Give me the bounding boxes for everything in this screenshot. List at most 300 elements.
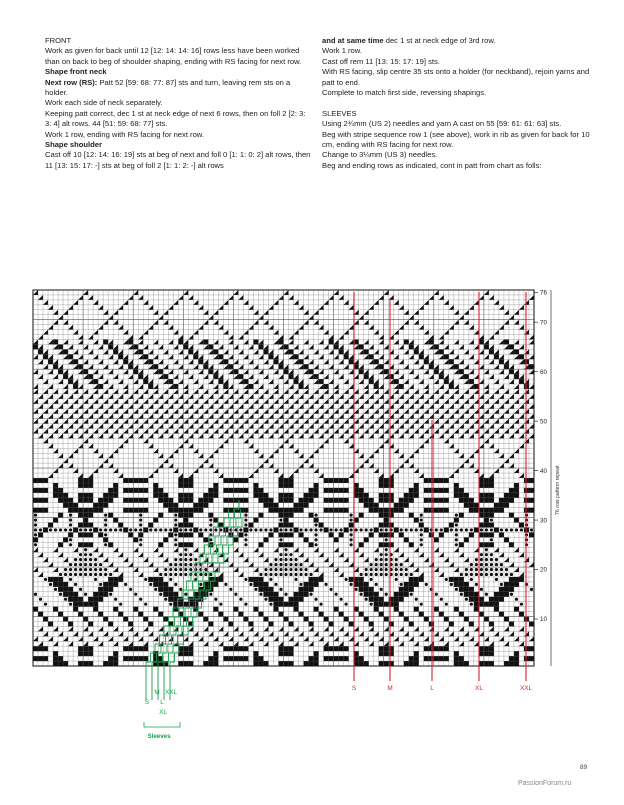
chart-dot <box>174 538 177 541</box>
chart-dot <box>400 528 403 531</box>
chart-cell <box>48 359 53 364</box>
chart-cell <box>344 508 349 513</box>
chart-dot <box>279 558 282 561</box>
chart-cell <box>183 532 188 537</box>
chart-dot <box>385 538 388 541</box>
chart-dot <box>259 573 262 576</box>
chart-dot <box>485 548 488 551</box>
chart-cell <box>108 661 113 666</box>
chart-cell <box>38 508 43 513</box>
chart-cell <box>108 582 113 587</box>
chart-cell <box>238 532 243 537</box>
shape-front-neck-heading: Shape front neck <box>45 67 107 77</box>
chart-cell <box>228 621 233 626</box>
chart-cell <box>529 532 534 537</box>
chart-cell <box>479 602 484 607</box>
chart-cell <box>253 518 258 523</box>
chart-cell <box>404 617 409 622</box>
chart-dot <box>184 548 187 551</box>
chart-cell <box>304 592 309 597</box>
chart-dot <box>149 528 152 531</box>
chart-cell <box>284 508 289 513</box>
chart-cell <box>509 493 514 498</box>
chart-dot <box>294 578 297 581</box>
chart-dot <box>475 563 478 566</box>
chart-cell <box>449 523 454 528</box>
chart-dot <box>219 603 222 606</box>
chart-dot <box>249 583 252 586</box>
chart-dot <box>189 553 192 556</box>
chart-dot <box>335 593 338 596</box>
chart-cell <box>444 379 449 384</box>
chart-cell <box>489 483 494 488</box>
chart-cell <box>278 478 283 483</box>
chart-dot <box>34 533 37 536</box>
chart-cell <box>273 592 278 597</box>
chart-cell <box>83 483 88 488</box>
chart-dot <box>420 528 423 531</box>
chart-cell <box>38 498 43 503</box>
chart-cell <box>133 369 138 374</box>
chart-cell <box>48 523 53 528</box>
chart-dot <box>264 598 267 601</box>
chart-dot <box>244 538 247 541</box>
chart-dot <box>289 528 292 531</box>
chart-cell <box>68 621 73 626</box>
chart-cell <box>123 498 128 503</box>
chart-cell <box>53 661 58 666</box>
chart-cell <box>294 527 299 532</box>
chart-dot <box>520 603 523 606</box>
chart-cell <box>168 597 173 602</box>
chart-cell <box>334 607 339 612</box>
chart-cell <box>53 364 58 369</box>
chart-cell <box>138 656 143 661</box>
chart-cell <box>449 577 454 582</box>
chart-cell <box>278 602 283 607</box>
chart-cell <box>88 498 93 503</box>
chart-cell <box>98 384 103 389</box>
chart-cell <box>258 656 263 661</box>
chart-cell <box>278 493 283 498</box>
chart-dot <box>164 573 167 576</box>
chart-cell <box>183 513 188 518</box>
chart-dot <box>204 528 207 531</box>
chart-dot <box>400 583 403 586</box>
chart-cell <box>359 493 364 498</box>
chart-cell <box>143 646 148 651</box>
row-number: 20 <box>540 566 547 574</box>
chart-dot <box>435 528 438 531</box>
chart-cell <box>364 537 369 542</box>
chart-dot <box>274 563 277 566</box>
chart-dot <box>64 568 67 571</box>
chart-cell <box>424 359 429 364</box>
chart-cell <box>504 592 509 597</box>
chart-cell <box>53 582 58 587</box>
chart-dot <box>370 568 373 571</box>
chart-cell <box>203 617 208 622</box>
chart-dot <box>199 573 202 576</box>
chart-dot <box>229 588 232 591</box>
chart-cell <box>299 597 304 602</box>
chart-cell <box>459 493 464 498</box>
chart-cell <box>43 478 48 483</box>
chart-cell <box>83 493 88 498</box>
chart-cell <box>233 607 238 612</box>
chart-dot <box>395 578 398 581</box>
chart-cell <box>379 597 384 602</box>
chart-dot <box>104 528 107 531</box>
chart-cell <box>289 532 294 537</box>
chart-cell <box>263 582 268 587</box>
chart-cell <box>278 542 283 547</box>
chart-cell <box>253 339 258 344</box>
right-line-3: With RS facing, slip centre 35 sts onto a holder (for neckband), rejoin yarns and patt to end. <box>322 67 590 87</box>
chart-cell <box>188 646 193 651</box>
chart-dot <box>470 603 473 606</box>
chart-cell <box>233 478 238 483</box>
chart-cell <box>509 621 514 626</box>
row-number: 70 <box>540 319 547 327</box>
chart-dot <box>470 528 473 531</box>
chart-cell <box>454 651 459 656</box>
chart-cell <box>88 508 93 513</box>
chart-cell <box>439 349 444 354</box>
chart-cell <box>469 498 474 503</box>
chart-dot <box>184 593 187 596</box>
chart-dot <box>500 573 503 576</box>
chart-cell <box>103 592 108 597</box>
chart-cell <box>98 587 103 592</box>
chart-cell <box>459 488 464 493</box>
chart-cell <box>379 602 384 607</box>
chart-cell <box>98 592 103 597</box>
chart-dot <box>239 528 242 531</box>
chart-cell <box>208 513 213 518</box>
chart-cell <box>53 577 58 582</box>
chart-cell <box>314 661 319 666</box>
chart-dot <box>380 588 383 591</box>
chart-dot <box>89 573 92 576</box>
chart-cell <box>294 602 299 607</box>
chart-cell <box>329 339 334 344</box>
chart-cell <box>449 359 454 364</box>
chart-cell <box>289 513 294 518</box>
chart-cell <box>108 656 113 661</box>
chart-cell <box>263 537 268 542</box>
chart-cell <box>364 617 369 622</box>
chart-cell <box>339 612 344 617</box>
chart-cell <box>489 661 494 666</box>
at-same-time-text: dec 1 st at neck edge of 3rd row. <box>383 36 496 45</box>
chart-cell <box>278 612 283 617</box>
chart-cell <box>93 597 98 602</box>
chart-cell <box>284 498 289 503</box>
chart-cell <box>464 498 469 503</box>
chart-cell <box>133 508 138 513</box>
chart-cell <box>434 488 439 493</box>
chart-dot <box>209 538 212 541</box>
chart-cell <box>98 498 103 503</box>
row-number: 50 <box>540 418 547 426</box>
chart-dot <box>500 563 503 566</box>
chart-dot <box>480 573 483 576</box>
chart-cell <box>258 612 263 617</box>
chart-cell <box>73 359 78 364</box>
chart-dot <box>470 578 473 581</box>
chart-cell <box>58 498 63 503</box>
chart-cell <box>258 587 263 592</box>
chart-cell <box>78 483 83 488</box>
chart-cell <box>183 542 188 547</box>
chart-cell <box>138 508 143 513</box>
chart-cell <box>103 498 108 503</box>
chart-cell <box>439 612 444 617</box>
chart-dot <box>450 583 453 586</box>
chart-cell <box>484 498 489 503</box>
chart-cell <box>464 587 469 592</box>
chart-cell <box>153 656 158 661</box>
chart-cell <box>213 349 218 354</box>
chart-cell <box>63 349 68 354</box>
chart-dot <box>129 528 132 531</box>
chart-cell <box>223 384 228 389</box>
chart-dot <box>385 568 388 571</box>
chart-cell <box>248 384 253 389</box>
chart-cell <box>509 344 514 349</box>
chart-dot <box>299 573 302 576</box>
chart-cell <box>304 587 309 592</box>
chart-cell <box>123 656 128 661</box>
chart-cell <box>233 488 238 493</box>
chart-cell <box>108 542 113 547</box>
chart-cell <box>188 493 193 498</box>
chart-cell <box>319 523 324 528</box>
chart-dot <box>99 563 102 566</box>
chart-cell <box>384 513 389 518</box>
chart-cell <box>133 607 138 612</box>
chart-cell <box>434 508 439 513</box>
chart-dot <box>159 528 162 531</box>
chart-cell <box>263 661 268 666</box>
chart-cell <box>359 577 364 582</box>
chart-cell <box>158 493 163 498</box>
chart-cell <box>404 587 409 592</box>
chart-cell <box>58 577 63 582</box>
chart-cell <box>379 532 384 537</box>
chart-cell <box>168 498 173 503</box>
chart-cell <box>419 577 424 582</box>
chart-cell <box>359 488 364 493</box>
chart-cell <box>98 532 103 537</box>
chart-cell <box>278 508 283 513</box>
chart-dot <box>370 578 373 581</box>
chart-cell <box>519 577 524 582</box>
chart-cell <box>73 597 78 602</box>
chart-cell <box>208 369 213 374</box>
chart-cell <box>474 527 479 532</box>
chart-cell <box>43 527 48 532</box>
chart-cell <box>213 483 218 488</box>
chart-dot <box>184 573 187 576</box>
chart-dot <box>159 573 162 576</box>
chart-dot <box>455 523 458 526</box>
chart-cell <box>233 498 238 503</box>
chart-dot <box>350 583 353 586</box>
chart-cell <box>273 527 278 532</box>
chart-cell <box>123 527 128 532</box>
chart-cell <box>78 498 83 503</box>
chart-dot <box>475 558 478 561</box>
chart-cell <box>384 617 389 622</box>
chart-dot <box>490 568 493 571</box>
chart-cell <box>253 488 258 493</box>
chart-dot <box>89 558 92 561</box>
chart-cell <box>108 493 113 498</box>
chart-cell <box>434 537 439 542</box>
chart-cell <box>168 379 173 384</box>
chart-cell <box>78 364 83 369</box>
chart-cell <box>289 483 294 488</box>
chart-cell <box>394 527 399 532</box>
chart-cell <box>299 503 304 508</box>
chart-cell <box>499 597 504 602</box>
chart-dot <box>109 528 112 531</box>
chart-dot <box>380 558 383 561</box>
chart-dot <box>69 528 72 531</box>
chart-cell <box>183 478 188 483</box>
chart-cell <box>203 503 208 508</box>
chart-dot <box>455 514 458 517</box>
chart-cell <box>203 493 208 498</box>
chart-cell <box>514 518 519 523</box>
chart-cell <box>188 542 193 547</box>
chart-dot <box>360 593 363 596</box>
chart-dot <box>515 598 518 601</box>
chart-dot <box>134 593 137 596</box>
chart-cell <box>88 513 93 518</box>
chart-dot <box>400 568 403 571</box>
chart-cell <box>98 597 103 602</box>
chart-cell <box>529 621 534 626</box>
chart-cell <box>504 493 509 498</box>
chart-cell <box>118 612 123 617</box>
chart-cell <box>143 488 148 493</box>
chart-cell <box>429 478 434 483</box>
chart-cell <box>374 527 379 532</box>
chart-cell <box>424 646 429 651</box>
chart-cell <box>429 498 434 503</box>
chart-cell <box>304 661 309 666</box>
chart-cell <box>414 483 419 488</box>
chart-cell <box>58 542 63 547</box>
chart-cell <box>284 523 289 528</box>
chart-dot <box>325 583 328 586</box>
sleeves-line-2: Beg with stripe sequence row 1 (see above), work in rib as given for back for 10 cm, ending with RS facing for next row. <box>322 129 590 150</box>
chart-cell <box>484 523 489 528</box>
chart-cell <box>133 344 138 349</box>
chart-dot <box>164 568 167 571</box>
chart-dot <box>264 573 267 576</box>
chart-dot <box>84 548 87 551</box>
chart-dot <box>79 563 82 566</box>
chart-cell <box>63 582 68 587</box>
chart-cell <box>188 483 193 488</box>
chart-cell <box>434 498 439 503</box>
chart-cell <box>429 621 434 626</box>
chart-cell <box>128 656 133 661</box>
chart-cell <box>213 656 218 661</box>
chart-cell <box>424 656 429 661</box>
chart-dot <box>84 563 87 566</box>
chart-dot <box>99 573 102 576</box>
chart-cell <box>294 592 299 597</box>
chart-cell <box>504 582 509 587</box>
chart-cell <box>504 364 509 369</box>
chart-cell <box>158 498 163 503</box>
chart-cell <box>88 602 93 607</box>
chart-cell <box>153 577 158 582</box>
chart-cell <box>334 344 339 349</box>
chart-dot <box>385 563 388 566</box>
chart-dot <box>455 533 458 536</box>
chart-dot <box>84 573 87 576</box>
chart-cell <box>514 374 519 379</box>
chart-dot <box>289 558 292 561</box>
chart-dot <box>465 528 468 531</box>
chart-dot <box>174 518 177 521</box>
chart-dot <box>169 568 172 571</box>
chart-cell <box>399 592 404 597</box>
chart-cell <box>108 587 113 592</box>
chart-cell <box>78 612 83 617</box>
chart-dot <box>34 593 37 596</box>
chart-dot <box>385 548 388 551</box>
front-paragraph-5: Cast off 10 [12: 14: 16: 19] sts at beg of next and foll 0 [1: 1: 0: 2] alt rows, then 11 [13: 15: 17: -] sts at beg of foll 2 [1: 1: 2: -] alt rows <box>45 150 311 170</box>
chart-cell <box>228 656 233 661</box>
chart-cell <box>258 542 263 547</box>
chart-cell <box>359 582 364 587</box>
at-same-time-label: and at same time <box>322 36 384 45</box>
chart-cell <box>53 483 58 488</box>
chart-cell <box>304 617 309 622</box>
chart-cell <box>489 542 494 547</box>
chart-cell <box>344 646 349 651</box>
chart-cell <box>198 359 203 364</box>
chart-cell <box>284 542 289 547</box>
size-label-xxl: XXL <box>519 685 533 692</box>
chart-dot <box>174 514 177 517</box>
chart-cell <box>494 527 499 532</box>
chart-cell <box>299 532 304 537</box>
chart-cell <box>188 349 193 354</box>
chart-cell <box>374 503 379 508</box>
chart-cell <box>93 602 98 607</box>
chart-cell <box>183 602 188 607</box>
chart-cell <box>113 488 118 493</box>
chart-dot <box>505 573 508 576</box>
chart-dot <box>314 533 317 536</box>
chart-cell <box>73 503 78 508</box>
chart-cell <box>334 537 339 542</box>
chart-cell <box>454 518 459 523</box>
chart-cell <box>163 617 168 622</box>
chart-cell <box>439 532 444 537</box>
chart-cell <box>73 592 78 597</box>
chart-cell <box>469 621 474 626</box>
chart-cell <box>509 587 514 592</box>
